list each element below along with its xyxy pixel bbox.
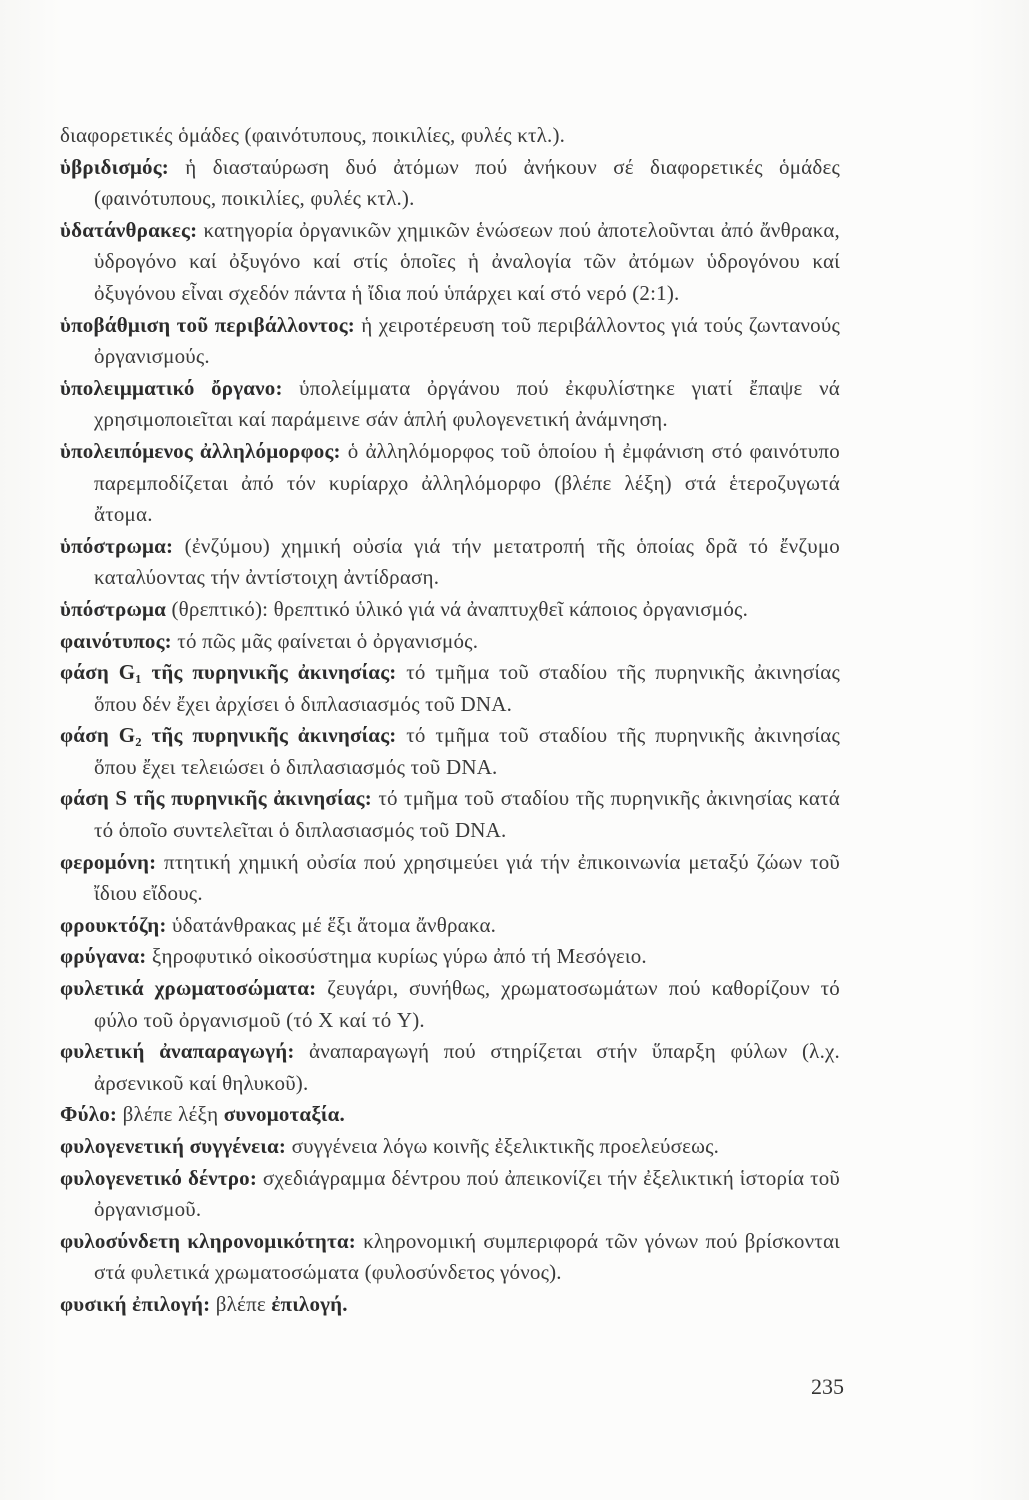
entry-term: ὑπόστρωμα: xyxy=(60,533,174,558)
entry-term: φυλετική ἀναπαραγωγή: xyxy=(60,1039,295,1064)
entry-text: τό τμῆμα τοῦ σταδίου τῆς πυρηνικῆς ἀκινησίας κατά τό ὁποῖο συντελεῖται ὁ διπλασιασμός τοῦ DNA. xyxy=(94,786,840,843)
entry-term: φερομόνη: xyxy=(60,849,157,874)
glossary-entry xyxy=(60,1036,840,1099)
glossary-entry xyxy=(60,373,840,436)
glossary-entry xyxy=(60,120,840,152)
entry-term: ὑδατάνθρακες: xyxy=(60,217,198,242)
glossary-entry xyxy=(60,1226,840,1289)
glossary-entry xyxy=(60,910,840,942)
entry-text: σχεδιάγραμμα δέντρου πού ἀπεικονίζει τήν ἐξελικτική ἱστορία τοῦ ὀργανισμοῦ. xyxy=(94,1165,841,1222)
entry-cross-reference: ἐπιλογή. xyxy=(271,1291,348,1316)
entry-term: φάση S τῆς πυρηνικῆς ἀκινησίας: xyxy=(60,786,372,811)
entry-text: (ἐνζύμου) χημική οὐσία γιά τήν μετατροπή τῆς ὁποίας δρᾶ τό ἔνζυμο καταλύοντας τήν ἀντίστοιχη ἀντίδραση. xyxy=(94,533,840,590)
glossary-entry xyxy=(60,783,840,846)
entry-text: βλέπε λέξη xyxy=(117,1102,224,1127)
entry-term: φυσική ἐπιλογή: xyxy=(60,1291,211,1316)
entry-text: ἀναπαραγωγή πού στηρίζεται στήν ὕπαρξη φύλων (λ.χ. ἀρσενικοῦ καί θηλυκοῦ). xyxy=(94,1039,840,1095)
entry-text: ἡ διασταύρωση δυό ἀτόμων πού ἀνήκουν σέ διαφορετικές ὁμάδες (φαινότυπους, ποικιλίες, φυλές κτλ.). xyxy=(94,154,840,211)
entry-term: φάση G₁ τῆς πυρηνικῆς ἀκινησίας: xyxy=(60,660,397,685)
entry-text: ἡ χειροτέρευση τοῦ περιβάλλοντος γιά τούς ζωντανούς ὀργανισμούς. xyxy=(94,312,840,369)
entry-text: κατηγορία ὀργανικῶν χημικῶν ἑνώσεων πού ἀποτελοῦνται ἀπό ἄνθρακα, ὑδρογόνο καί ὀξυγόνο καί στίς ὁποῖες ἡ ἀναλογία τῶν ἀτόμων ὑδρογόνου καί ὀξυγόνου εἶναι σχεδόν πάντα ἡ ἴδια πού ὑπάρχει καί στό νερό (2:1). xyxy=(94,217,840,305)
entry-text: τό πῶς μᾶς φαίνεται ὁ ὀργανισμός. xyxy=(171,628,479,653)
glossary-entry xyxy=(60,531,840,594)
entry-text: ξηροφυτικό οἰκοσύστημα κυρίως γύρω ἀπό τή Μεσόγειο. xyxy=(146,944,647,969)
entry-text: ὑπολείμματα ὀργάνου πού ἐκφυλίστηκε γιατί ἔπαψε νά χρησιμοποιεῖται καί παράμεινε σάν ἁπλή φυλογενετική ἀνάμνηση. xyxy=(94,375,840,432)
glossary-entry xyxy=(60,973,840,1036)
glossary-entry xyxy=(60,720,840,783)
glossary-entry xyxy=(60,436,840,531)
glossary-entry xyxy=(60,941,840,973)
entry-text: βλέπε xyxy=(210,1291,272,1316)
entry-term: ὑπολειμματικό ὄργανο: xyxy=(60,375,283,400)
glossary-text xyxy=(60,120,840,1321)
page-number: 235 xyxy=(811,1374,844,1399)
glossary-entry xyxy=(60,215,840,310)
entry-text: ὁ ἀλληλόμορφος τοῦ ὁποίου ἡ ἐμφάνιση στό φαινότυπο παρεμποδίζεται ἀπό τόν κυρίαρχο ἀλληλόμορφο (βλέπε λέξη) στά ἑτεροζυγωτά ἄτομα. xyxy=(94,438,840,527)
entry-term: φυλοσύνδετη κληρονομικότητα: xyxy=(60,1228,356,1253)
glossary-entry xyxy=(60,1163,840,1226)
glossary-entry xyxy=(60,152,840,215)
glossary-entry xyxy=(60,657,840,720)
entry-term: φαινότυπος: xyxy=(60,628,172,653)
entry-qualifier: (θρεπτικό): xyxy=(166,596,269,621)
entry-text: θρεπτικό ὑλικό γιά νά ἀναπτυχθεῖ κάποιος ὀργανισμός. xyxy=(268,596,749,621)
entry-text: συγγένεια λόγω κοινῆς ἐξελικτικῆς προελεύσεως. xyxy=(286,1134,720,1158)
entry-text: ὑδατάνθρακας μέ ἕξι ἄτομα ἄνθρακα. xyxy=(166,912,497,937)
glossary-entry xyxy=(60,310,840,373)
glossary-entry xyxy=(60,1289,840,1321)
entry-term: ὑποβάθμιση τοῦ περιβάλλοντος: xyxy=(60,312,355,337)
entry-text: τό τμῆμα τοῦ σταδίου τῆς πυρηνικῆς ἀκινησίας ὅπου ἔχει τελειώσει ὁ διπλασιασμός τοῦ DNA. xyxy=(94,723,840,779)
entry-term: φυλετικά χρωματοσώματα: xyxy=(60,976,317,1001)
entry-text: ζευγάρι, συνήθως, χρωματοσωμάτων πού καθορίζουν τό φύλο τοῦ ὀργανισμοῦ (τό X καί τό Y). xyxy=(94,976,841,1032)
entry-text: τό τμῆμα τοῦ σταδίου τῆς πυρηνικῆς ἀκινησίας ὅπου δέν ἔχει ἀρχίσει ὁ διπλασιασμός τοῦ DNA. xyxy=(94,660,840,716)
glossary-entry xyxy=(60,1099,840,1131)
entry-term: Φύλο: xyxy=(60,1102,118,1127)
entry-term: φυλογενετικό δέντρο: xyxy=(60,1165,258,1190)
glossary-entry xyxy=(60,847,840,910)
glossary-entry xyxy=(60,1131,840,1163)
entry-term: ὑπόστρωμα xyxy=(60,596,167,621)
entry-term: φρουκτόζη: xyxy=(60,912,167,937)
glossary-entry xyxy=(60,594,840,626)
entry-term: ὑβριδισμός: xyxy=(60,154,170,179)
glossary-entry xyxy=(60,626,840,658)
entry-term: φάση G₂ τῆς πυρηνικῆς ἀκινησίας: xyxy=(60,723,397,748)
entry-text: πτητική χημική οὐσία πού χρησιμεύει γιά τήν ἐπικοινωνία μεταξύ ζώων τοῦ ἴδιου εἴδους. xyxy=(94,849,840,906)
entry-text: διαφορετικές ὁμάδες (φαινότυπους, ποικιλίες, φυλές κτλ.). xyxy=(60,123,566,147)
entry-term: φρύγανα: xyxy=(60,944,147,969)
entry-term: ὑπολειπόμενος ἀλληλόμορφος: xyxy=(60,438,341,463)
entry-cross-reference: συνομοταξία. xyxy=(223,1102,345,1127)
entry-term: φυλογενετική συγγένεια: xyxy=(60,1134,287,1158)
entry-text: κληρονομική συμπεριφορά τῶν γόνων πού βρίσκονται στά φυλετικά χρωματοσώματα (φυλοσύνδετος γόνος). xyxy=(94,1228,840,1285)
